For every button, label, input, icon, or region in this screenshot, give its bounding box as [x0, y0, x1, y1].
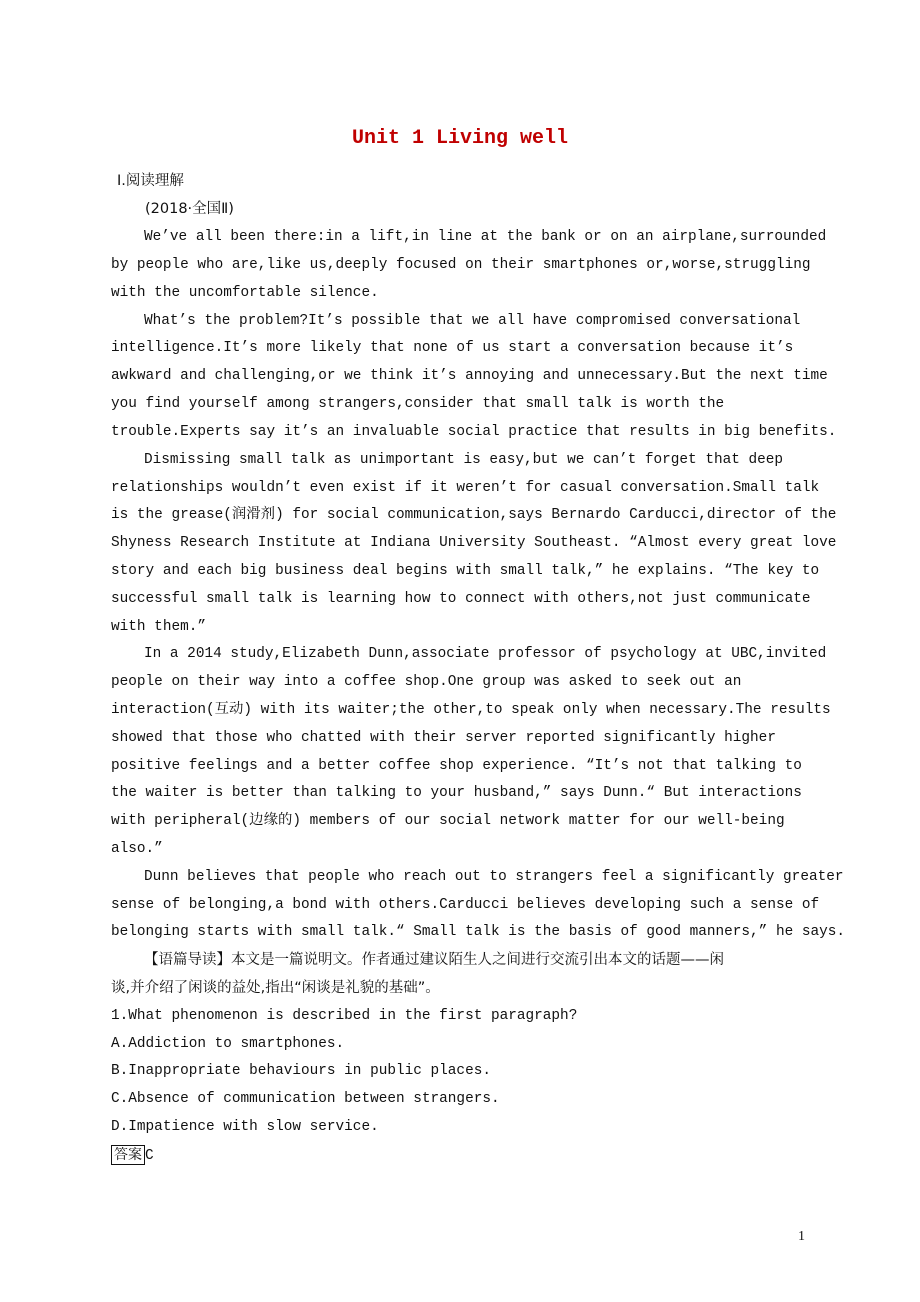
guide-line: 【语篇导读】本文是一篇说明文。作者通过建议陌生人之间进行交流引出本文的话题——闲 — [144, 952, 724, 968]
passage-line: intelligence.It’s more likely that none of us start a conversation because it’s — [111, 340, 794, 356]
answer-line — [111, 1145, 154, 1166]
passage-line: with the uncomfortable silence. — [111, 285, 379, 301]
passage-line: Dismissing small talk as unimportant is easy,but we can’t forget that deep — [144, 452, 784, 468]
passage-line: trouble.Experts say it’s an invaluable social practice that results in big benefits. — [111, 424, 837, 440]
answer-value: C — [145, 1148, 154, 1164]
passage-line: Dunn believes that people who reach out to strangers feel a significantly greater — [144, 869, 844, 885]
passage-line: What’s the problem?It’s possible that we all have compromised conversational — [144, 313, 801, 329]
option-d: D.Impatience with slow service. — [111, 1119, 379, 1135]
passage-line: relationships wouldn’t even exist if it weren’t for casual conversation.Small talk — [111, 480, 820, 496]
answer-label: 答案 — [111, 1145, 145, 1165]
passage-line: also.” — [111, 841, 163, 857]
passage-line: showed that those who chatted with their server reported significantly higher — [111, 730, 776, 746]
passage-line: the waiter is better than talking to your husband,” says Dunn.“ But interactions — [111, 785, 802, 801]
question-stem: 1.What phenomenon is described in the first paragraph? — [111, 1008, 578, 1024]
passage-line: you find yourself among strangers,consider that small talk is worth the — [111, 396, 725, 412]
passage-line: story and each big business deal begins with small talk,” he explains. “The key to — [111, 563, 820, 579]
passage-line: interaction(互动) with its waiter;the other,to speak only when necessary.The results — [111, 702, 831, 718]
source-label: (2018·全国Ⅱ) — [145, 201, 234, 217]
passage-line: is the grease(润滑剂) for social communication,says Bernardo Carducci,director of the — [111, 507, 837, 523]
passage-line: positive feelings and a better coffee shop experience. “It’s not that talking to — [111, 758, 802, 774]
page-number: 1 — [798, 1229, 805, 1244]
passage-line: awkward and challenging,or we think it’s annoying and unnecessary.But the next time — [111, 368, 828, 384]
section-label: Ⅰ.阅读理解 — [117, 173, 184, 189]
option-c: C.Absence of communication between strangers. — [111, 1091, 500, 1107]
passage-line: Shyness Research Institute at Indiana University Southeast. “Almost every great love — [111, 535, 837, 551]
passage-line: In a 2014 study,Elizabeth Dunn,associate professor of psychology at UBC,invited — [144, 646, 827, 662]
page-title: Unit 1 Living well — [351, 127, 569, 150]
passage-line: belonging starts with small talk.“ Small talk is the basis of good manners,” he says. — [111, 924, 846, 940]
option-b: B.Inappropriate behaviours in public places. — [111, 1063, 491, 1079]
passage-line: people on their way into a coffee shop.One group was asked to seek out an — [111, 674, 742, 690]
passage-line: successful small talk is learning how to connect with others,not just communicate — [111, 591, 811, 607]
passage-line: with them.” — [111, 619, 206, 635]
passage-line: sense of belonging,a bond with others.Carducci believes developing such a sense of — [111, 897, 820, 913]
passage-line: We’ve all been there:in a lift,in line at the bank or on an airplane,surrounded — [144, 229, 827, 245]
passage-line: by people who are,like us,deeply focused on their smartphones or,worse,struggling — [111, 257, 811, 273]
option-a: A.Addiction to smartphones. — [111, 1036, 345, 1052]
guide-line: 谈,并介绍了闲谈的益处,指出“闲谈是礼貌的基础”。 — [111, 980, 440, 996]
passage-line: with peripheral(边缘的) members of our social network matter for our well-being — [111, 813, 785, 829]
